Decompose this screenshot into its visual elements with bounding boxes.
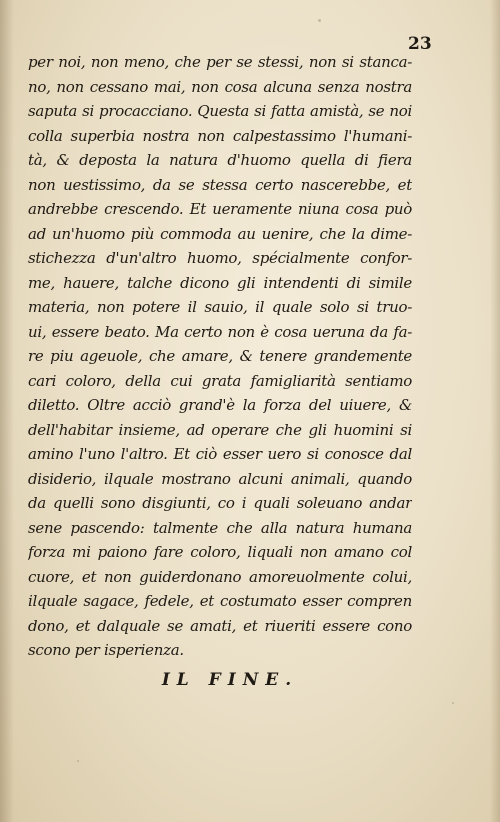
- text-line: disiderio, ilquale mostrano alcuni animali, quando: [28, 469, 412, 488]
- text-line: ilquale sagace, fedele, et costumato esser compren: [28, 592, 412, 610]
- text-line: tà, & deposta la natura d'huomo quella di fiera: [28, 151, 412, 169]
- page-number: 23: [408, 34, 432, 54]
- text-line: andrebbe crescendo. Et ueramente niuna cosa può: [28, 200, 412, 218]
- text-line: diletto. Oltre acciò grand'è la forza del uiuere, &: [28, 396, 412, 414]
- text-line: cari coloro, della cui grata famigliarità sentiamo: [28, 371, 412, 390]
- text-line: dell'habitar insieme, ad operare che gli huomini si: [28, 420, 412, 439]
- text-line: saputa si procacciano. Questa si fatta amistà, se noi: [28, 102, 412, 120]
- text-line: materia, non potere il sauio, il quale solo si truo-: [28, 298, 412, 316]
- paper-speck: [318, 19, 321, 22]
- text-line: da quelli sono disgiunti, co i quali soleuano andar: [28, 494, 412, 512]
- text-line: colla superbia nostra non calpestassimo l'humani-: [28, 126, 412, 145]
- text-line: me, hauere, talche dicono gli intendenti di simile: [28, 273, 412, 292]
- text-line: re piu ageuole, che amare, & tenere grandemente: [28, 347, 412, 365]
- text-line: non uestissimo, da se stessa certo nascerebbe, et: [28, 175, 412, 194]
- colophon: IL FINE.: [161, 670, 299, 690]
- paper-speck: [452, 702, 454, 704]
- text-line: forza mi paiono fare coloro, liquali non amano col: [28, 543, 412, 561]
- paper-speck: [77, 760, 79, 762]
- text-line: per noi, non meno, che per se stessi, non si stanca-: [28, 53, 412, 71]
- text-line: ui, essere beato. Ma certo non è cosa ueruna da fa-: [28, 322, 412, 341]
- text-line: cuore, et non guiderdonano amoreuolmente colui,: [28, 567, 412, 586]
- gutter-shadow: [0, 0, 14, 822]
- text-line: scono per isperienza.: [28, 641, 184, 659]
- text-line: amino l'uno l'altro. Et ciò esser uero si conosce dal: [28, 445, 412, 463]
- page-edge-shadow: [490, 0, 500, 822]
- text-line: no, non cessano mai, non cosa alcuna senza nostra: [28, 77, 412, 96]
- text-line: dono, et dalquale se amati, et riueriti essere cono: [28, 616, 412, 635]
- body-text: [28, 50, 412, 663]
- text-line: stichezza d'un'altro huomo, spécialmente confor-: [28, 249, 412, 267]
- text-line: ad un'huomo più commoda au uenire, che la dime-: [28, 224, 412, 243]
- text-line: sene pascendo: talmente che alla natura humana: [28, 518, 412, 537]
